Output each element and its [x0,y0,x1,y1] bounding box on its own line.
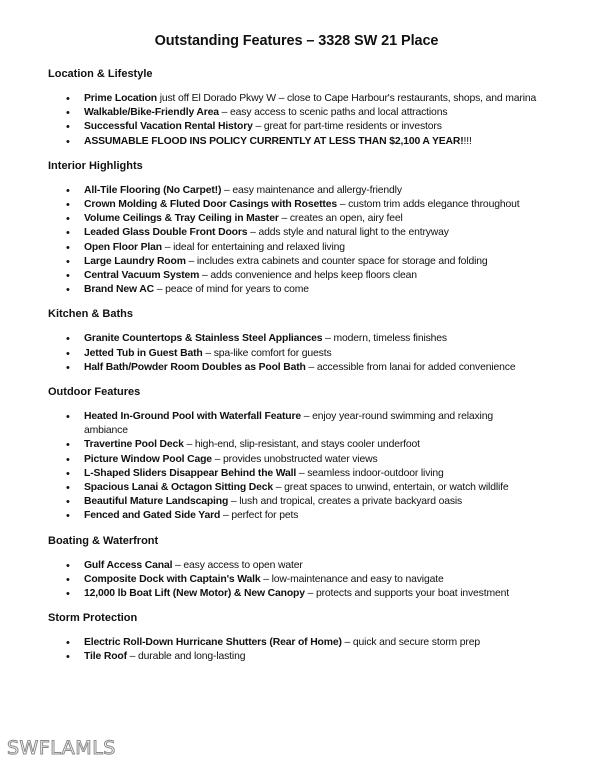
feature-name: Half Bath/Powder Room Doubles as Pool Bath [84,361,306,373]
feature-description: – perfect for pets [220,510,299,522]
feature-list [0,559,593,602]
feature-item [84,198,539,212]
feature-name: L-Shaped Sliders Disappear Behind the Wall [84,467,297,479]
feature-description: – adds convenience and helps keep floors clean [199,270,417,282]
feature-description: – durable and long-lasting [126,651,246,663]
feature-list [0,636,593,664]
feature-name: Beautiful Mature Landscaping [84,496,229,508]
feature-item [84,106,539,120]
page-title: Outstanding Features – 3328 SW 21 Place [154,33,439,49]
feature-item [84,438,539,452]
feature-list [0,332,593,375]
feature-description: – spa-like comfort for guests [202,347,332,359]
feature-name: Successful Vacation Rental History [84,121,253,133]
feature-name: Large Laundry Room [84,255,186,267]
feature-item [84,283,539,297]
feature-description: – provides unobstructed water views [211,453,378,465]
feature-item [84,269,539,283]
feature-name: Central Vacuum System [84,270,200,282]
feature-description: – adds style and natural light to the entryway [247,227,449,239]
feature-name: All-Tile Flooring (No Carpet!) [84,184,222,196]
feature-item [84,241,539,255]
section-heading: Outdoor Features [48,386,141,399]
feature-name: Volume Ceilings & Tray Ceiling in Master [84,213,279,225]
section [0,382,593,524]
feature-item [84,636,539,650]
feature-item [84,92,539,106]
feature-description: – custom trim adds elegance throughout [337,199,520,211]
feature-item [84,361,539,375]
feature-item [84,347,539,361]
feature-item [84,226,539,240]
feature-description: – ideal for entertaining and relaxed living [162,241,345,253]
feature-list [0,92,593,149]
section [0,156,593,298]
feature-name: Heated In-Ground Pool with Waterfall Feature [84,411,302,423]
feature-name: Travertine Pool Deck [84,439,184,451]
mls-watermark: SWFLAMLS [7,737,116,759]
feature-description: – easy maintenance and allergy-friendly [221,184,402,196]
feature-item [84,332,539,346]
feature-item [84,135,539,149]
feature-description: – modern, timeless finishes [322,333,447,345]
feature-description: just off El Dorado Pkwy W – close to Cape Harbour's restaurants, shops, and marina [156,93,537,104]
section-heading: Storm Protection [48,612,138,625]
feature-description: – lush and tropical, creates a private backyard oasis [228,496,463,508]
feature-name: Jetted Tub in Guest Bath [84,347,203,359]
feature-description: – protects and supports your boat investment [304,588,509,600]
section-heading: Location & Lifestyle [48,68,153,80]
feature-description: – quick and secure storm prep [341,637,480,649]
feature-item [84,212,539,226]
feature-description: – accessible from lanai for added convenience [305,361,516,373]
feature-description: – seamless indoor-outdoor living [296,467,444,479]
feature-description: – high-end, slip-resistant, and stays cooler underfoot [183,439,420,451]
feature-description: – low-maintenance and easy to navigate [260,573,444,585]
feature-name: Fenced and Gated Side Yard [84,510,221,522]
feature-item [84,509,539,523]
section [0,64,593,149]
feature-item [84,495,539,509]
feature-item [84,587,539,601]
feature-description: !!! [463,135,472,147]
section [0,531,593,602]
feature-description: – includes extra cabinets and counter space for storage and folding [185,255,488,267]
section-heading: Kitchen & Baths [48,308,133,321]
feature-name: Prime Location [84,93,157,104]
feature-item [84,120,539,134]
section [0,608,593,664]
section [0,304,593,375]
feature-description: – easy access to open water [172,559,303,571]
feature-name: Brand New AC [84,284,154,296]
feature-name: Leaded Glass Double Front Doors [84,227,248,239]
feature-name: Electric Roll-Down Hurricane Shutters (Rear of Home) [84,637,342,649]
feature-name: Picture Window Pool Cage [84,453,212,465]
feature-description: – easy access to scenic paths and local attractions [218,107,448,119]
feature-name: Composite Dock with Captain's Walk [84,573,261,585]
feature-item [84,255,539,269]
features-content [0,64,593,672]
feature-item [84,410,539,438]
feature-name: Spacious Lanai & Octagon Sitting Deck [84,482,274,494]
feature-item [84,573,539,587]
feature-name: 12,000 lb Boat Lift (New Motor) & New Canopy [84,588,305,600]
feature-description: – great spaces to unwind, entertain, or watch wildlife [273,482,509,494]
feature-item [84,650,539,664]
feature-description: – great for part-time residents or investors [252,121,442,133]
feature-name: Tile Roof [84,651,127,663]
section-heading: Boating & Waterfront [48,534,159,547]
feature-list [0,410,593,524]
feature-name: Granite Countertops & Stainless Steel Appliances [84,333,323,345]
feature-name: Gulf Access Canal [84,559,173,571]
feature-item [84,559,539,573]
feature-name: Walkable/Bike-Friendly Area [84,107,219,119]
feature-item [84,481,539,495]
feature-item [84,184,539,198]
section-heading: Interior Highlights [48,159,143,172]
feature-description: – peace of mind for years to come [153,284,309,296]
feature-name: ASSUMABLE FLOOD INS POLICY CURRENTLY AT LESS THAN $2,100 A YEAR! [84,135,464,147]
feature-list [0,184,593,298]
feature-name: Open Floor Plan [84,241,162,253]
feature-name: Crown Molding & Fluted Door Casings with Rosettes [84,199,337,211]
feature-description: – enjoy year-round swimming and relaxing ambiance [84,411,493,437]
feature-item [84,453,539,467]
feature-item [84,467,539,481]
feature-description: – creates an open, airy feel [278,213,403,225]
